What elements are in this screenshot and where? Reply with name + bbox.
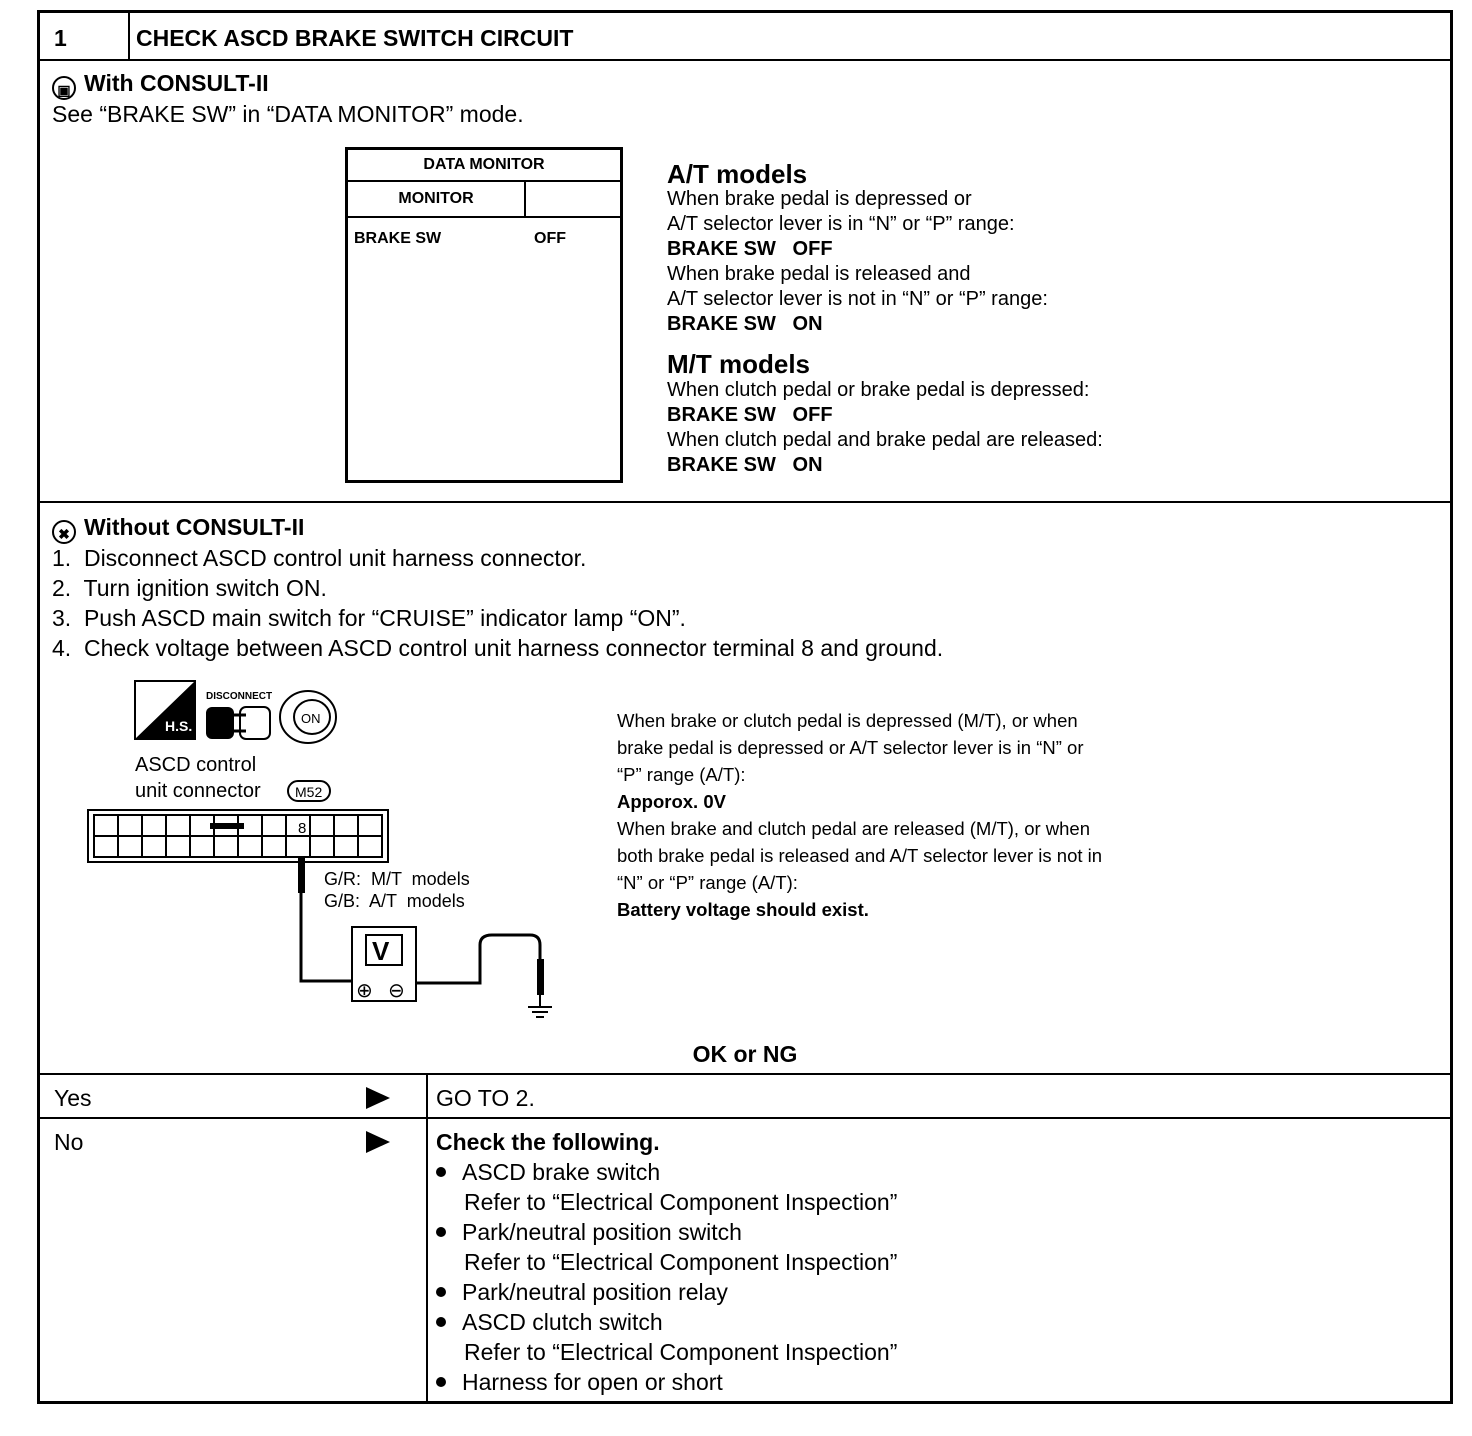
step-number: 1	[54, 25, 67, 51]
without-consult-heading: ✖ Without CONSULT-II	[52, 512, 304, 544]
at-line-1: When brake pedal is depressed or	[667, 188, 972, 210]
bullet-icon	[436, 1317, 446, 1327]
header-divider	[128, 13, 130, 59]
mt-line-3: When clutch pedal and brake pedal are released:	[667, 429, 1103, 451]
check-item-2: Park/neutral position switch	[436, 1217, 742, 1247]
data-monitor-value: OFF	[534, 230, 566, 247]
at-line-4: When brake pedal is released and	[667, 263, 971, 285]
dm-col-divider	[524, 180, 526, 216]
terminal-number: 8	[298, 820, 307, 837]
consult-instruction: See “BRAKE SW” in “DATA MONITOR” mode.	[52, 101, 524, 127]
voltmeter	[352, 927, 416, 1002]
no-heading: Check the following.	[436, 1129, 660, 1155]
mt-line-1: When clutch pedal or brake pedal is depressed:	[667, 379, 1090, 401]
no-tools-icon: ✖	[52, 520, 76, 544]
check-item-1-ref: Refer to “Electrical Component Inspection”	[464, 1189, 898, 1215]
at-line-5: A/T selector lever is not in “N” or “P” range:	[667, 288, 1048, 310]
disconnect-icon	[206, 707, 270, 739]
svg-text:H.S.: H.S.	[165, 718, 193, 734]
step-title: CHECK ASCD BRAKE SWITCH CIRCUIT	[136, 25, 574, 51]
result-line-5: When brake and clutch pedal are released (M/T), or when	[617, 818, 1091, 839]
data-monitor-col-label: MONITOR	[398, 190, 474, 207]
with-consult-heading: ▣ With CONSULT-II	[52, 68, 269, 100]
bullet-icon	[436, 1167, 446, 1177]
header-rule	[40, 59, 1450, 61]
check-item-4: ASCD clutch switch	[436, 1307, 663, 1337]
svg-text:ON: ON	[301, 711, 321, 726]
data-monitor-title: DATA MONITOR	[423, 156, 545, 173]
minus-terminal-icon: ⊖	[388, 978, 405, 1002]
step-1: 1. Disconnect ASCD control unit harness connector.	[52, 545, 587, 571]
result-line-2: brake pedal is depressed or A/T selector lever is in “N” or	[617, 737, 1084, 758]
at-line-3: BRAKE SW OFF	[667, 238, 833, 260]
plus-terminal-icon: ⊕	[356, 978, 373, 1002]
check-item-4-ref: Refer to “Electrical Component Inspection”	[464, 1339, 898, 1365]
dm-rule-2	[348, 216, 620, 218]
ignition-on-icon	[280, 691, 336, 743]
connector-label-1: ASCD control	[135, 754, 257, 776]
data-monitor-item: BRAKE SW	[354, 230, 442, 247]
at-line-2: A/T selector lever is in “N” or “P” range:	[667, 213, 1015, 235]
wire-label-mt: G/R: M/T models	[324, 869, 470, 889]
connector-label-2: unit connector	[135, 780, 261, 802]
result-line-7: “N” or “P” range (A/T):	[617, 872, 798, 893]
bullet-icon	[436, 1377, 446, 1387]
step-3: 3. Push ASCD main switch for “CRUISE” indicator lamp “ON”.	[52, 605, 686, 631]
yes-no-rule	[40, 1117, 1450, 1119]
wiring-diagram	[80, 673, 560, 1023]
bullet-icon	[436, 1227, 446, 1237]
check-item-2-ref: Refer to “Electrical Component Inspection”	[464, 1249, 898, 1275]
disconnect-label: DISCONNECT	[206, 691, 273, 702]
at-line-6: BRAKE SW ON	[667, 313, 823, 335]
dm-rule-1	[348, 180, 620, 182]
section-rule	[40, 501, 1450, 503]
decision-rule	[40, 1073, 1450, 1075]
result-line-8: Battery voltage should exist.	[617, 899, 869, 920]
svg-text:M52: M52	[295, 784, 323, 800]
result-line-1: When brake or clutch pedal is depressed (M/T), or when	[617, 710, 1078, 731]
yes-action: GO TO 2.	[436, 1085, 535, 1111]
result-text	[617, 707, 1102, 923]
yes-label: Yes	[54, 1085, 92, 1111]
data-monitor-screen	[345, 147, 623, 483]
ground-icon	[528, 995, 552, 1017]
step-4: 4. Check voltage between ASCD control unit harness connector terminal 8 and ground.	[52, 635, 944, 661]
voltmeter-label: V	[372, 936, 390, 966]
at-models-heading: A/T models	[667, 159, 808, 189]
result-line-6: both brake pedal is released and A/T selector lever is not in	[617, 845, 1103, 866]
check-item-1: ASCD brake switch	[436, 1157, 660, 1187]
connector-block	[88, 810, 388, 862]
hs-icon	[135, 681, 195, 739]
procedure-table	[37, 10, 1453, 1404]
check-item-3: Park/neutral position relay	[436, 1277, 728, 1307]
ok-ng-label: OK or NG	[692, 1041, 798, 1067]
ground-lead	[416, 935, 544, 995]
result-line-4: Apporox. 0V	[617, 791, 726, 812]
connector-id-badge	[288, 781, 330, 801]
bullet-icon	[436, 1287, 446, 1297]
consult-icon: ▣	[52, 76, 76, 100]
wire-label-at: G/B: A/T models	[324, 891, 465, 911]
mt-line-2: BRAKE SW OFF	[667, 404, 833, 426]
no-arrow-icon	[366, 1131, 390, 1153]
no-label: No	[54, 1129, 84, 1155]
decision-col-divider	[426, 1073, 428, 1401]
yes-arrow-icon	[366, 1087, 390, 1109]
check-item-5: Harness for open or short	[436, 1367, 723, 1397]
step-2: 2. Turn ignition switch ON.	[52, 575, 327, 601]
mt-line-4: BRAKE SW ON	[667, 454, 823, 476]
result-line-3: “P” range (A/T):	[617, 764, 746, 785]
mt-models-heading: M/T models	[667, 349, 811, 379]
